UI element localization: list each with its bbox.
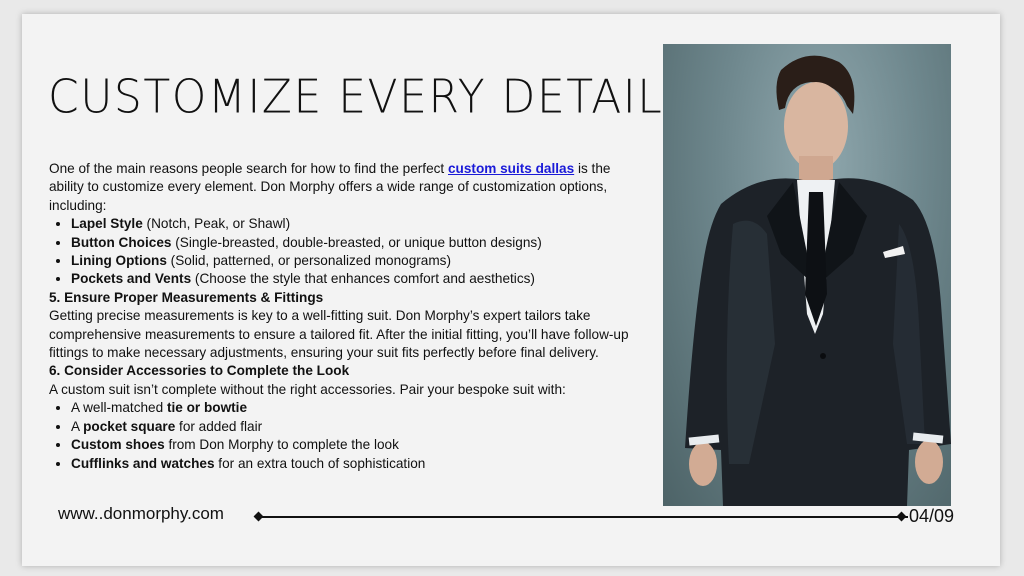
list-item-text: (Solid, patterned, or personalized monograms) [166,253,452,269]
list-item [71,418,639,436]
list-item [71,399,639,417]
measurements-paragraph: Getting precise measurements is key to a well-fitting suit. Don Morphy’s expert tailors take comprehensive measurements to ensure a tailored fit. After the initial fitting, you’ll have follow-up fittings to make necessary adjustments, ensuring your suit fits perfectly before final delivery. [49,308,629,361]
list-item [71,215,639,233]
footer-website-url: www..donmorphy.com [58,504,224,523]
list-item-bold: Cufflinks and watches [71,455,215,471]
custom-options-list [49,215,639,289]
slide-title: CUSTOMIZE EVERY DETAIL [48,70,664,125]
list-item-bold: Custom shoes [71,437,165,453]
list-item-text: for added flair [175,418,263,434]
slide [22,14,1000,566]
list-item-text: from Don Morphy to complete the look [164,437,399,453]
list-item-bold: Lining Options [71,253,167,269]
accessories-list [49,399,639,473]
footer-line-end-marker [897,512,907,522]
list-item [71,455,639,473]
list-item [71,436,639,454]
list-item-bold: Pockets and Vents [71,271,192,287]
intro-text-before: One of the main reasons people search for how to find the perfect [49,161,448,176]
list-item-bold: pocket square [83,418,176,434]
list-item-text: A well-matched [71,400,167,416]
intro-text-after: is the ability to customize every element. Don Morphy offers a wide range of customization options, including: [49,161,611,213]
footer-divider-line [258,516,908,518]
accessories-paragraph: A custom suit isn’t complete without the right accessories. Pair your bespoke suit with: [49,381,566,397]
section-heading-measurements: 5. Ensure Proper Measurements & Fittings [49,289,324,305]
list-item [71,234,639,252]
list-item-bold: Button Choices [71,234,172,250]
body-text [49,160,639,473]
suit-model-illustration [663,44,951,506]
list-item-text: A [71,418,84,434]
page-number: 04/09 [909,506,955,526]
list-item [71,270,639,288]
list-item [71,252,639,270]
section-heading-accessories: 6. Consider Accessories to Complete the Look [49,363,350,379]
list-item-bold: Lapel Style [71,216,143,232]
list-item-text: (Notch, Peak, or Shawl) [142,216,291,232]
list-item-text: (Choose the style that enhances comfort and aesthetics) [191,271,535,287]
intro-paragraph [49,160,639,215]
list-item-text: (Single-breasted, double-breasted, or unique button designs) [171,234,542,250]
list-item-text: for an extra touch of sophistication [214,455,426,471]
suit-model-photo [663,44,951,506]
list-item-bold: tie or bowtie [166,400,248,416]
custom-suits-link[interactable]: custom suits dallas [448,161,575,176]
